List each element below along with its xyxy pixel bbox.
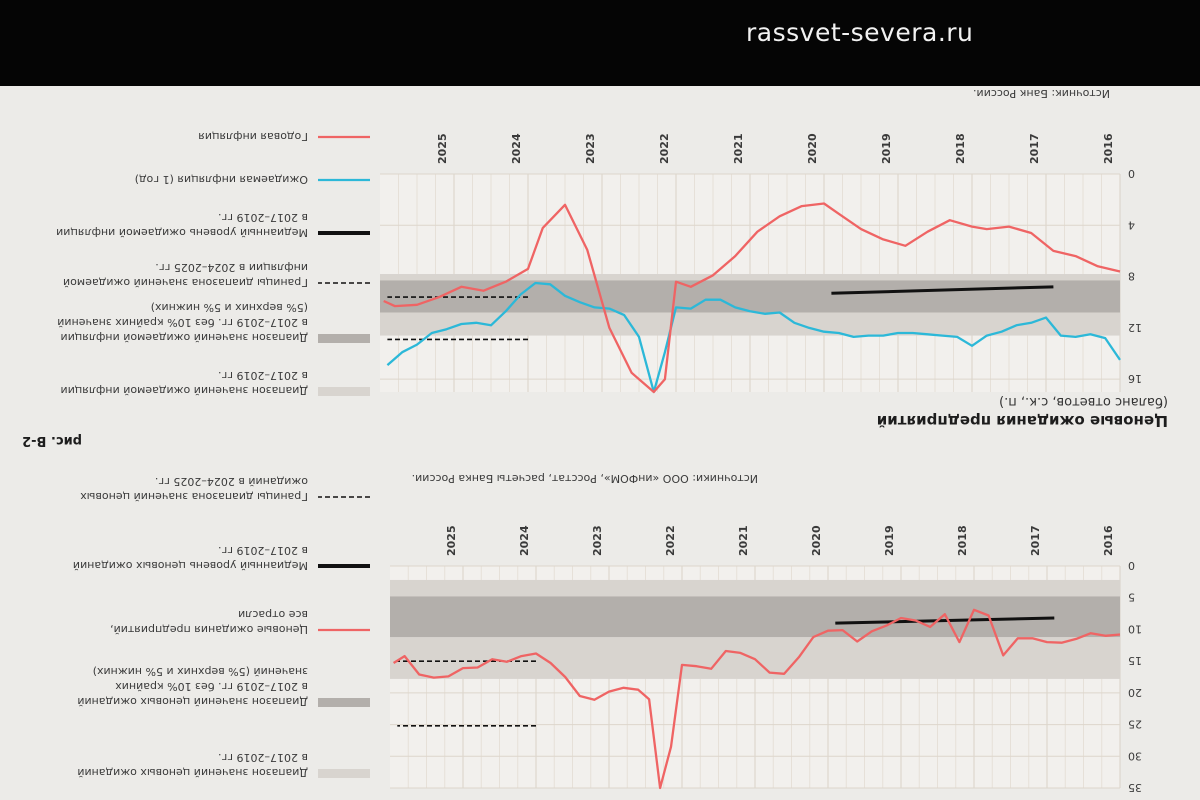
legend-label-band_full: Диапазон значений ожидаемой инфляции: [60, 384, 308, 397]
y-tick-label: 0: [1128, 559, 1135, 572]
legend-swatch-band-trimmed: [318, 334, 370, 343]
y-tick-label: 15: [1128, 654, 1142, 668]
y-tick-label: 20: [1128, 685, 1142, 699]
legend-label-annual: Годовая инфляция: [198, 130, 308, 143]
x-tick-label: 2019: [880, 133, 893, 164]
y-tick-label: 35: [1128, 781, 1142, 794]
legend-label-bounds_2024: Границы диапазона значений ценовых: [80, 490, 308, 503]
x-tick-label: 2025: [445, 525, 458, 556]
y-tick-label: 16: [1128, 372, 1142, 386]
legend-label-price: Ценовые ожидания предприятий,: [110, 623, 308, 636]
x-tick-label: 2024: [518, 525, 531, 556]
chart1-legend: [56, 130, 370, 397]
chart2-title: Ценовые ожидания предприятий: [876, 412, 1168, 430]
y-tick-label: 10: [1128, 622, 1142, 636]
x-tick-label: 2016: [1102, 133, 1115, 164]
scanned-page: [0, 86, 1200, 800]
legend-label-median: в 2017–2019 гг.: [217, 211, 308, 224]
legend-label-band_trimmed: (5% верхних и 5% нижних): [150, 301, 308, 314]
legend-label-median: Медианный уровень ценовых ожиданий: [72, 559, 308, 572]
x-tick-label: 2023: [584, 133, 597, 164]
legend-label-median: Медианный уровень ожидаемой инфляции: [56, 226, 308, 239]
x-tick-label: 2021: [732, 133, 745, 164]
legend-label-expected: Ожидаемая инфляция (1 год): [134, 173, 308, 186]
legend-label-bounds_2024: ожиданий в 2024–2025 гг.: [154, 475, 308, 488]
x-tick-label: 2019: [883, 525, 896, 556]
legend-label-price: все отрасли: [238, 608, 308, 621]
legend-label-band_trimmed: в 2017–2019 гг. без 10% крайних: [115, 680, 308, 693]
y-tick-label: 30: [1128, 749, 1142, 763]
x-tick-label: 2016: [1102, 525, 1115, 556]
y-tick-label: 25: [1128, 717, 1142, 731]
x-tick-label: 2018: [956, 525, 969, 556]
legend-label-band_trimmed: Диапазон значений ценовых ожиданий: [77, 695, 308, 708]
legend-label-band_full: в 2017–2019 гг.: [217, 751, 308, 764]
y-tick-label: 12: [1128, 320, 1142, 334]
inflation-expectations-chart: [56, 130, 1142, 485]
legend-label-bounds_2024: Границы диапазона значений ожидаемой: [63, 276, 308, 289]
x-tick-label: 2017: [1028, 133, 1041, 164]
y-tick-label: 5: [1128, 590, 1135, 604]
x-tick-label: 2017: [1029, 525, 1042, 556]
site-name: rassvet-severa.ru: [746, 18, 974, 47]
chart1-plot-area: [380, 133, 1142, 392]
legend-label-median: в 2017–2019 гг.: [217, 544, 308, 557]
chart1-source: Источники: ООО «инФОМ», Росстат, расчеты Банка России.: [411, 472, 758, 485]
page-canvas: [0, 86, 1200, 800]
x-tick-label: 2021: [737, 525, 750, 556]
chart2-plot-area: [390, 525, 1142, 794]
x-tick-label: 2018: [954, 133, 967, 164]
x-tick-label: 2024: [510, 133, 523, 164]
x-tick-label: 2020: [810, 525, 823, 556]
x-tick-label: 2025: [436, 133, 449, 164]
top-bar: [0, 0, 1200, 86]
chart2-source: Источник: Банк России.: [973, 87, 1110, 100]
y-tick-label: 4: [1128, 218, 1135, 232]
y-tick-label: 8: [1128, 269, 1135, 283]
legend-swatch-band-trimmed: [318, 698, 370, 707]
legend-label-bounds_2024: инфляции в 2024–2025 гг.: [155, 261, 308, 274]
legend-swatch-band-full: [318, 387, 370, 396]
legend-label-band_full: Диапазон значений ценовых ожиданий: [77, 766, 308, 779]
legend-label-band_trimmed: Диапазон значений ожидаемой инфляции: [60, 331, 308, 344]
y-tick-label: 0: [1128, 167, 1135, 180]
chart2-subtitle: (баланс ответов, с.к., п.): [999, 394, 1168, 409]
legend-swatch-band-full: [318, 769, 370, 778]
x-tick-label: 2022: [658, 133, 671, 164]
legend-label-band_trimmed: в 2017–2019 гг. без 10% крайних значений: [57, 316, 308, 329]
band-trimmed-range: [390, 596, 1120, 637]
x-tick-label: 2023: [591, 525, 604, 556]
x-tick-label: 2022: [664, 525, 677, 556]
legend-label-band_trimmed: значений (5% верхних и 5% нижних): [92, 665, 308, 678]
x-tick-label: 2020: [806, 133, 819, 164]
figure-label: рис. В-2: [22, 433, 82, 448]
legend-label-band_full: в 2017–2019 гг.: [217, 369, 308, 382]
chart2-legend: [73, 475, 370, 779]
